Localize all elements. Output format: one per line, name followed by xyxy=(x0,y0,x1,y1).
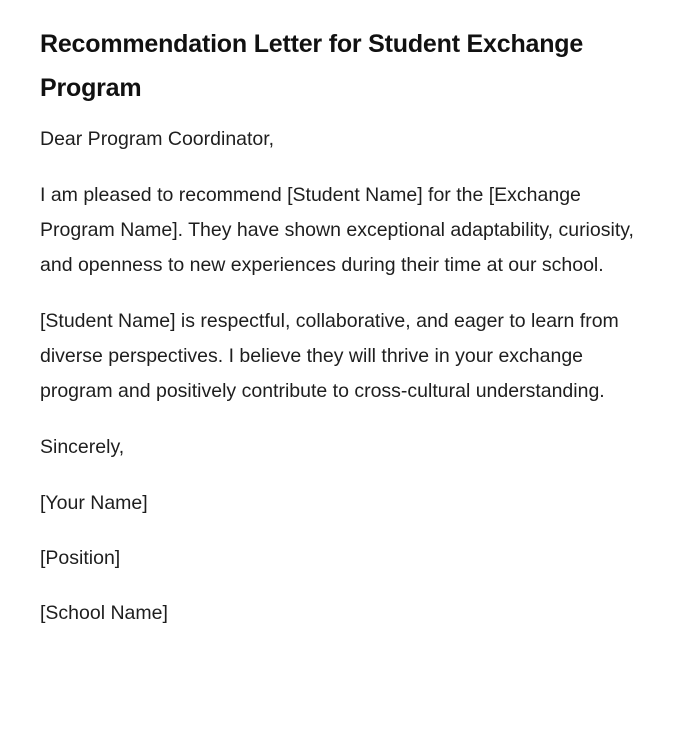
signature-name: [Your Name] xyxy=(40,492,148,514)
salutation: Dear Program Coordinator, xyxy=(40,128,275,150)
closing: Sincerely, xyxy=(40,436,125,458)
body-paragraph-2: [Student Name] is respectful, collaborative, and eager to learn from diverse perspectives. I believe they will thrive in your exchange program and positively contribute to cross-cultural understanding. xyxy=(40,310,619,402)
body-paragraph-1: I am pleased to recommend [Student Name] for the [Exchange Program Name]. They have shown exceptional adaptability, curiosity, and openness to new experiences during their time at our school. xyxy=(40,184,634,276)
signature-position: [Position] xyxy=(40,547,121,569)
letter-title: Recommendation Letter for Student Exchange Program xyxy=(40,30,584,102)
signature-school: [School Name] xyxy=(40,602,168,624)
